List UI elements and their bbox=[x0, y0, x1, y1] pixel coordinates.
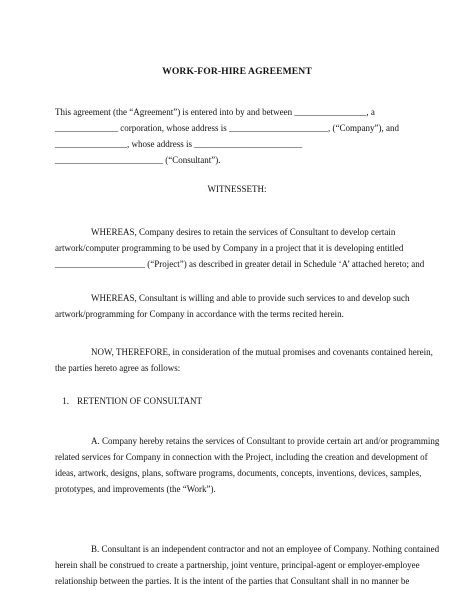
intro-line: ________________, whose address is ________________________ bbox=[55, 139, 303, 149]
intro-line: ________________________ (“Consultant”). bbox=[55, 155, 221, 165]
therefore-line: the parties hereto agree as follows: bbox=[55, 363, 181, 373]
clause-b-line: relationship between the parties. It is the intent of the parties that Consultant shall in no manner be bbox=[55, 576, 410, 586]
whereas-1-line: WHEREAS, Company desires to retain the services of Consultant to develop certain bbox=[91, 227, 396, 237]
clause-b-paragraph bbox=[55, 541, 440, 589]
whereas-1-line: artwork/computer programming to be used by Company in a project that it is developing entitled bbox=[55, 243, 404, 253]
whereas-2-line: artwork/programming for Company in accordance with the terms recited herein. bbox=[55, 309, 344, 319]
intro-line: This agreement (the “Agreement”) is entered into by and between ________________, a bbox=[55, 107, 375, 117]
section-1-heading bbox=[55, 396, 202, 406]
therefore-paragraph bbox=[55, 344, 433, 376]
clause-a-line: prototypes, and improvements (the “Work”). bbox=[55, 484, 216, 494]
whereas-paragraph-2 bbox=[55, 290, 427, 322]
document-title: WORK-FOR-HIRE AGREEMENT bbox=[162, 66, 312, 77]
whereas-2-line: WHEREAS, Consultant is willing and able to provide such services to and develop such bbox=[91, 293, 410, 303]
clause-a-line: A. Company hereby retains the services of Consultant to provide certain art and/or programming bbox=[91, 436, 440, 446]
section-1-title: RETENTION OF CONSULTANT bbox=[77, 396, 202, 406]
clause-a-line: ideas, artwork, designs, plans, software programs, documents, concepts, inventions, devices, samples, bbox=[55, 468, 422, 478]
clause-a-paragraph bbox=[55, 433, 440, 497]
clause-b-line: herein shall be construed to create a partnership, joint venture, principal-agent or employer-employee bbox=[55, 560, 420, 570]
witnesseth-heading: WITNESSETH: bbox=[207, 184, 267, 194]
whereas-1-line: ____________________ (“Project”) as described in greater detail in Schedule ‘A’ attached hereto; and bbox=[55, 259, 425, 269]
section-1-number: 1. bbox=[62, 396, 69, 406]
therefore-line: NOW, THEREFORE, in consideration of the mutual promises and covenants contained herein, bbox=[91, 347, 433, 357]
clause-b-line: B. Consultant is an independent contractor and not an employee of Company. Nothing contained bbox=[91, 544, 440, 554]
intro-line: ______________ corporation, whose address is ______________________, (“Company”), and bbox=[55, 123, 399, 133]
clause-a-line: related services for Company in connection with the Project, including the creation and development of bbox=[55, 452, 428, 462]
whereas-paragraph-1 bbox=[55, 224, 427, 272]
intro-paragraph bbox=[55, 104, 427, 168]
